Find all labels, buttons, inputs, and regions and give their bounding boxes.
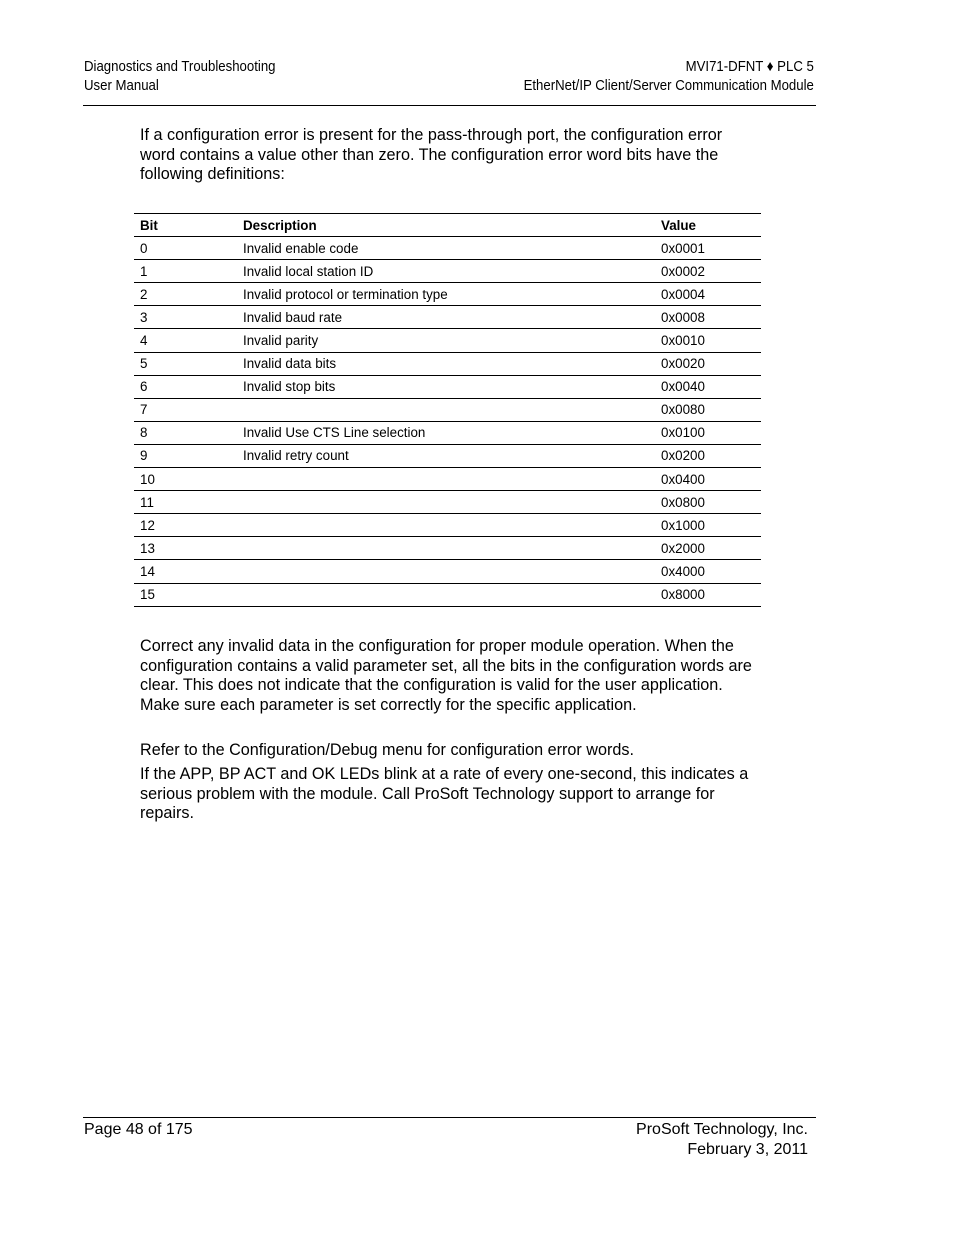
- intro-text: If a configuration error is present for the pass-through port, the configuration error word contains a value other than zero. The configuration error word bits have the following definitions:: [140, 126, 723, 184]
- page-number: Page 48 of 175: [84, 1121, 193, 1138]
- table-header-row: [134, 214, 761, 237]
- section-title: Diagnostics and Troubleshooting: [84, 58, 276, 75]
- bit-cell: 4: [134, 329, 237, 352]
- table-row: [134, 583, 761, 606]
- table-row: [134, 329, 761, 352]
- bit-cell: 14: [134, 560, 237, 583]
- header-divider: [83, 105, 816, 106]
- company-name: ProSoft Technology, Inc.: [636, 1121, 808, 1138]
- bit-cell: 0: [134, 237, 237, 260]
- table-row: [134, 375, 761, 398]
- description-cell: Invalid protocol or termination type: [237, 283, 655, 306]
- bit-cell: 3: [134, 306, 237, 329]
- bit-cell: 10: [134, 468, 237, 491]
- table-row: [134, 491, 761, 514]
- value-cell: 0x0400: [655, 468, 761, 491]
- bit-cell: 5: [134, 352, 237, 375]
- value-cell: 0x0100: [655, 421, 761, 444]
- description-cell: [237, 560, 655, 583]
- bit-cell: 15: [134, 583, 237, 606]
- value-cell: 0x0020: [655, 352, 761, 375]
- value-cell: 0x8000: [655, 583, 761, 606]
- table-row: [134, 306, 761, 329]
- bit-column-header: Bit: [134, 214, 237, 237]
- product-name: MVI71-DFNT ♦ PLC 5: [685, 58, 814, 75]
- refer-paragraph: [140, 741, 760, 761]
- description-cell: Invalid local station ID: [237, 260, 655, 283]
- table-row: [134, 560, 761, 583]
- value-cell: 0x4000: [655, 560, 761, 583]
- value-cell: 0x1000: [655, 514, 761, 537]
- value-cell: 0x0080: [655, 398, 761, 421]
- correction-paragraph: [140, 637, 760, 716]
- table-row: [134, 468, 761, 491]
- bit-cell: 11: [134, 491, 237, 514]
- table-row: [134, 444, 761, 467]
- config-error-bits-table: [134, 213, 761, 607]
- table-row: [134, 260, 761, 283]
- bit-cell: 6: [134, 375, 237, 398]
- page-header-left: [84, 57, 276, 95]
- footer-divider: [83, 1117, 816, 1118]
- description-cell: Invalid stop bits: [237, 375, 655, 398]
- bit-cell: 8: [134, 421, 237, 444]
- value-cell: 0x0040: [655, 375, 761, 398]
- table-row: [134, 514, 761, 537]
- table-row: [134, 283, 761, 306]
- description-cell: [237, 514, 655, 537]
- bit-cell: 7: [134, 398, 237, 421]
- description-cell: [237, 491, 655, 514]
- value-cell: 0x2000: [655, 537, 761, 560]
- value-cell: 0x0002: [655, 260, 761, 283]
- value-cell: 0x0010: [655, 329, 761, 352]
- description-cell: [237, 468, 655, 491]
- value-cell: 0x0004: [655, 283, 761, 306]
- refer-text: Refer to the Configuration/Debug menu for configuration error words.: [140, 741, 634, 759]
- description-cell: Invalid baud rate: [237, 306, 655, 329]
- description-cell: [237, 398, 655, 421]
- value-column-header: Value: [655, 214, 761, 237]
- intro-paragraph: [140, 126, 760, 185]
- table-row: [134, 398, 761, 421]
- description-cell: Invalid Use CTS Line selection: [237, 421, 655, 444]
- page-footer-right: [636, 1120, 808, 1159]
- bit-cell: 12: [134, 514, 237, 537]
- description-cell: Invalid retry count: [237, 444, 655, 467]
- manual-type: User Manual: [84, 77, 159, 94]
- description-cell: Invalid parity: [237, 329, 655, 352]
- table-row: [134, 237, 761, 260]
- led-warning-text: If the APP, BP ACT and OK LEDs blink at a rate of every one-second, this indicates a serious problem with the module. Call ProSoft Technology support to arrange for repairs.: [140, 765, 749, 823]
- value-cell: 0x0008: [655, 306, 761, 329]
- bit-cell: 13: [134, 537, 237, 560]
- value-cell: 0x0001: [655, 237, 761, 260]
- table-body: [134, 237, 761, 607]
- correction-text: Correct any invalid data in the configuration for proper module operation. When the configuration contains a valid parameter set, all the bits in the configuration words are clear. This does not indicate that the configuration is valid for the user application. Make sure each parameter is set correctly for the specific application.: [140, 637, 752, 715]
- bit-cell: 1: [134, 260, 237, 283]
- value-cell: 0x0200: [655, 444, 761, 467]
- table-row: [134, 421, 761, 444]
- description-column-header: Description: [237, 214, 655, 237]
- table-row: [134, 537, 761, 560]
- page-header-right: [524, 57, 814, 95]
- description-cell: Invalid enable code: [237, 237, 655, 260]
- table-row: [134, 352, 761, 375]
- bit-cell: 2: [134, 283, 237, 306]
- description-cell: [237, 583, 655, 606]
- description-cell: [237, 537, 655, 560]
- led-warning-paragraph: [140, 765, 760, 824]
- value-cell: 0x0800: [655, 491, 761, 514]
- product-description: EtherNet/IP Client/Server Communication Module: [523, 77, 814, 94]
- publication-date: February 3, 2011: [687, 1140, 808, 1158]
- description-cell: Invalid data bits: [237, 352, 655, 375]
- bit-cell: 9: [134, 444, 237, 467]
